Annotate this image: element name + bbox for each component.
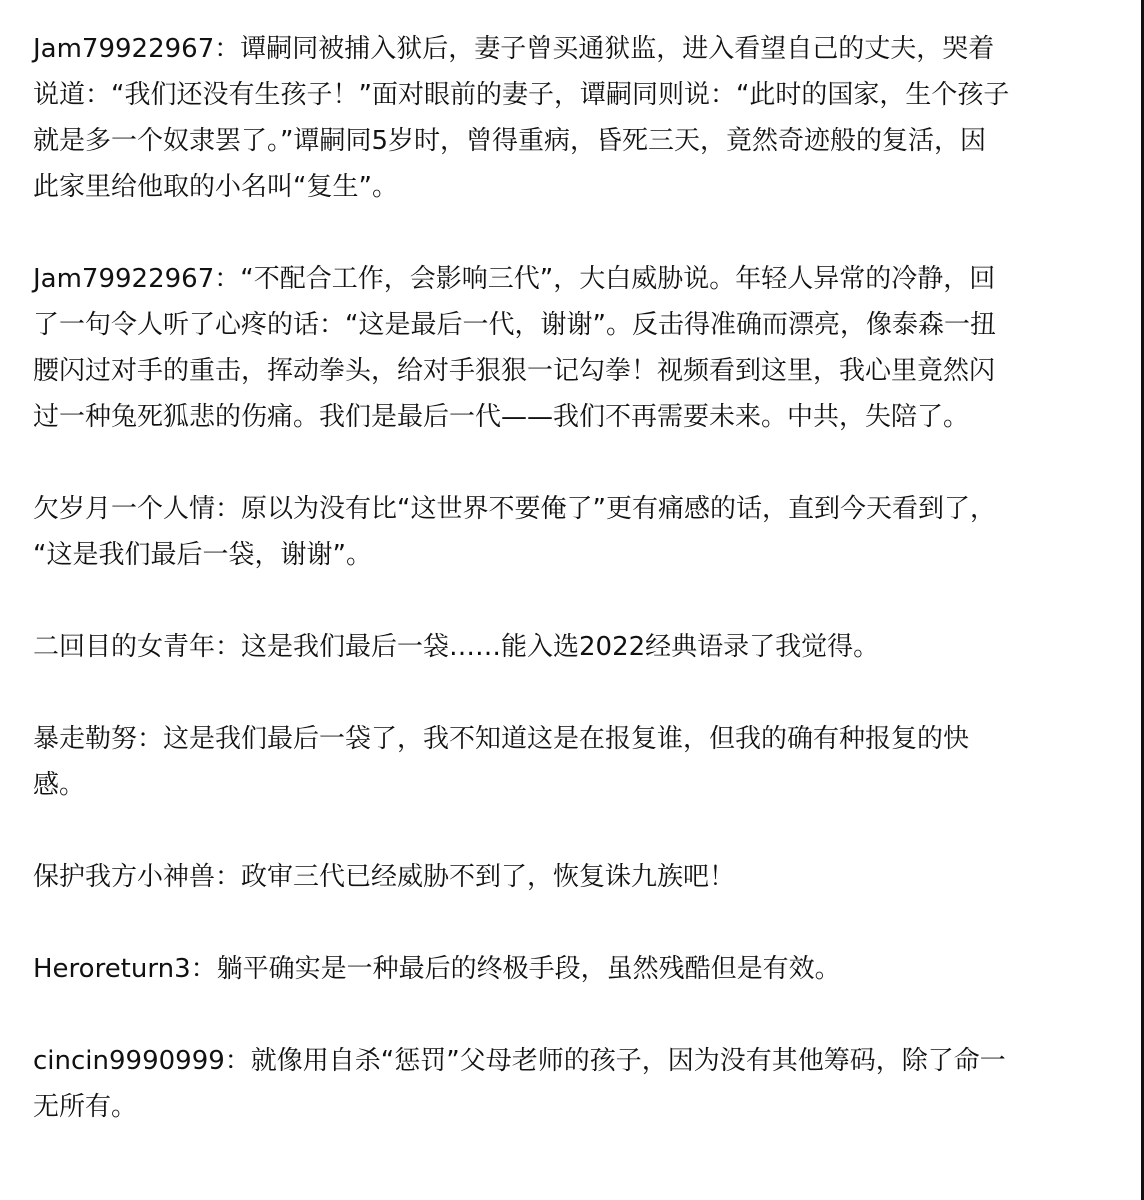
comment-paragraph: 二回目的女青年：这是我们最后一袋……能入选2022经典语录了我觉得。 [33, 632, 880, 662]
comment-document [33, 26, 1125, 1130]
comment-paragraph: 欠岁月一个人情：原以为没有比“这世界不要俺了”更有痛感的话，直到今天看到了， “这是我们最后一袋，谢谢”。 [33, 494, 996, 570]
comment-paragraph: Jam79922967：“不配合工作，会影响三代”，大白威胁说。年轻人异常的冷静，回 了一句令人听了心疼的话：“这是最后一代，谢谢”。反击得准确而漂亮，像泰森一扭 腰闪过对手的重击，挥动拳头，给对手狠狠一记勾拳！视频看到这里，我心里竟然闪 过一种兔死狐悲的伤痛。我们是最后一代——我们不再需要未来。中共，失陪了。 [33, 264, 996, 432]
comment-paragraph: 保护我方小神兽：政审三代已经威胁不到了，恢复诛九族吧！ [33, 862, 736, 892]
comment-paragraph: Jam79922967：谭嗣同被捕入狱后，妻子曾买通狱监，进入看望自己的丈夫，哭着 说道：“我们还没有生孩子！”面对眼前的妻子，谭嗣同则说：“此时的国家，生个孩子 就是多一个奴隶罢了。”谭嗣同5岁时，曾得重病，昏死三天，竟然奇迹般的复活，因 此家里给他取的小名叫“复生”。 [33, 34, 1010, 202]
comment-paragraph: cincin9990999：就像用自杀“惩罚”父母老师的孩子，因为没有其他筹码，除了命一 无所有。 [33, 1046, 1006, 1122]
comment-paragraph: Heroreturn3：躺平确实是一种最后的终极手段，虽然残酷但是有效。 [33, 954, 841, 984]
comment-paragraph: 暴走勒努：这是我们最后一袋了，我不知道这是在报复谁，但我的确有种报复的快 感。 [33, 724, 970, 800]
